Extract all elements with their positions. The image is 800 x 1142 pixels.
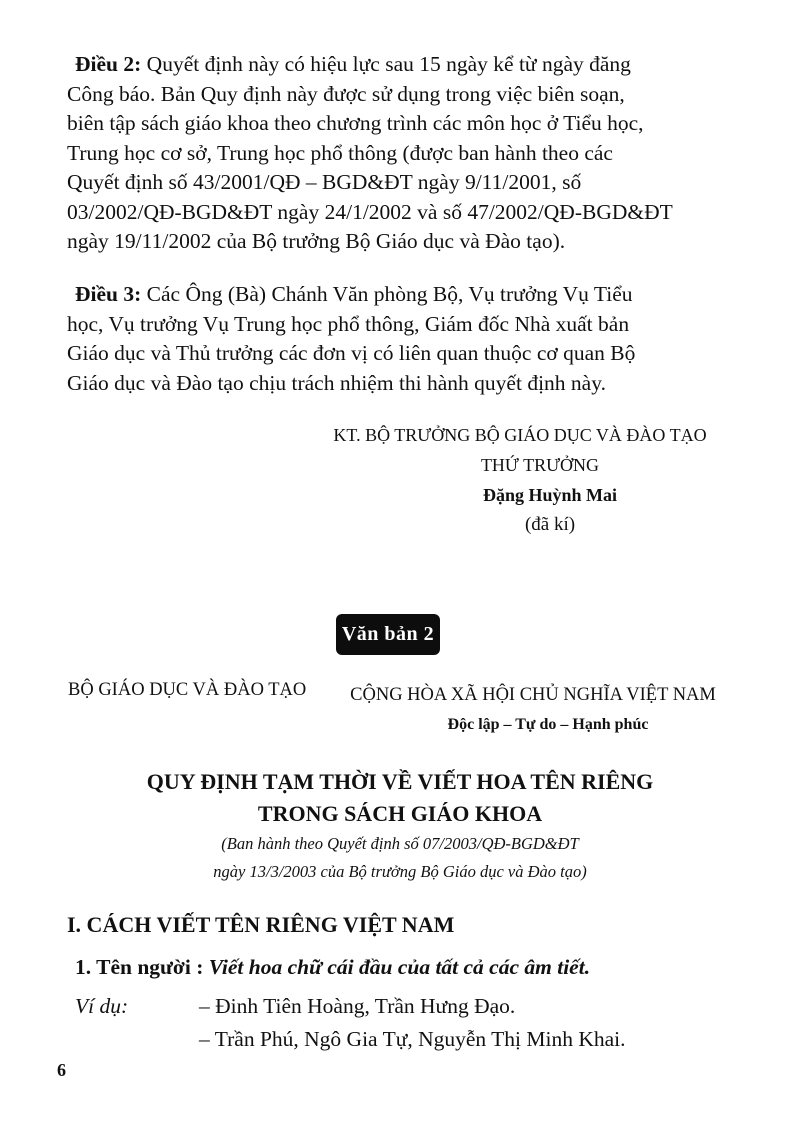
- document-number-badge: Văn bản 2: [336, 614, 440, 655]
- ministry-name: BỘ GIÁO DỤC VÀ ĐÀO TẠO: [68, 680, 307, 700]
- article-2-line: biên tập sách giáo khoa theo chương trình các môn học ở Tiểu học,: [67, 111, 644, 135]
- example-label: Ví dụ:: [75, 994, 129, 1018]
- subsection-rule: Viết hoa chữ cái đầu của tất cả các âm tiết.: [203, 955, 591, 979]
- article-2-line: Trung học cơ sở, Trung học phổ thông (được ban hành theo các: [67, 140, 613, 165]
- example-list: [199, 990, 626, 1056]
- subtitle-line-1: (Ban hành theo Quyết định số 07/2003/QĐ-BGD&ĐT: [221, 834, 579, 853]
- signature-block: [300, 420, 740, 540]
- section-heading: I. CÁCH VIẾT TÊN RIÊNG VIỆT NAM: [67, 912, 455, 937]
- country-name: CỘNG HÒA XÃ HỘI CHỦ NGHĨA VIỆT NAM: [350, 685, 716, 705]
- article-2-line: ngày 19/11/2002 của Bộ trưởng Bộ Giáo dục và Đào tạo).: [67, 229, 566, 253]
- article-2-line: Điều 2: Quyết định này có hiệu lực sau 15 ngày kể từ ngày đăng: [75, 52, 631, 76]
- article-2-line: Quyết định số 43/2001/QĐ – BGD&ĐT ngày 9/11/2001, số: [67, 170, 582, 194]
- article-2-label: Điều 2:: [75, 52, 142, 76]
- article-3-line: học, Vụ trưởng Vụ Trung học phổ thông, Giám đốc Nhà xuất bản: [67, 311, 630, 336]
- national-header: [338, 680, 728, 740]
- subsection-personal-names: [75, 955, 590, 980]
- national-motto: Độc lập – Tự do – Hạnh phúc: [447, 716, 649, 733]
- subsection-label: 1. Tên người :: [75, 955, 204, 979]
- regulation-title-block: [60, 766, 740, 886]
- page-number: 6: [57, 1060, 66, 1080]
- article-3-label: Điều 3:: [75, 282, 142, 306]
- signed-note: (đã kí): [524, 514, 576, 535]
- article-3-line: Giáo dục và Thủ trưởng các đơn vị có liên quan thuộc cơ quan Bộ: [67, 341, 636, 365]
- article-2-paragraph: [67, 50, 715, 257]
- example-item: – Đinh Tiên Hoàng, Trần Hưng Đạo.: [199, 994, 516, 1018]
- signer-name: Đặng Huỳnh Mai: [482, 485, 618, 505]
- title-line-1: QUY ĐỊNH TẠM THỜI VỀ VIẾT HOA TÊN RIÊNG: [146, 769, 654, 794]
- article-3-line: Giáo dục và Đào tạo chịu trách nhiệm thi hành quyết định này.: [67, 370, 606, 395]
- signature-role: THỨ TRƯỞNG: [480, 455, 600, 475]
- example-item: – Trần Phú, Ngô Gia Tự, Nguyễn Thị Minh Khai.: [199, 1027, 626, 1051]
- signature-authority: KT. BỘ TRƯỞNG BỘ GIÁO DỤC VÀ ĐÀO TẠO: [333, 425, 707, 445]
- article-3-paragraph: [67, 280, 715, 398]
- article-2-line: 03/2002/QĐ-BGD&ĐT ngày 24/1/2002 và số 47/2002/QĐ-BGD&ĐT: [67, 199, 673, 224]
- subtitle-line-2: ngày 13/3/2003 của Bộ trưởng Bộ Giáo dục và Đào tạo): [213, 862, 587, 881]
- article-2-line: Công báo. Bản Quy định này được sử dụng trong việc biên soạn,: [67, 81, 625, 106]
- article-3-line: Điều 3: Các Ông (Bà) Chánh Văn phòng Bộ, Vụ trưởng Vụ Tiểu: [75, 282, 633, 306]
- title-line-2: TRONG SÁCH GIÁO KHOA: [257, 801, 543, 826]
